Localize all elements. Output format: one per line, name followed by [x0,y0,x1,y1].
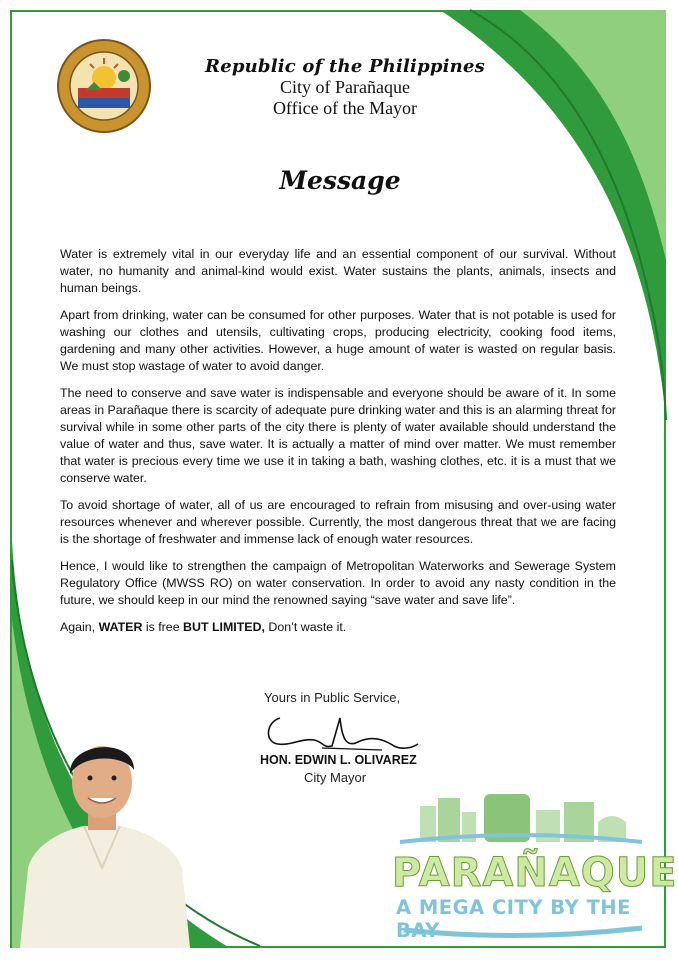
paragraph: The need to conserve and save water is indispensable and everyone should be aware of it. In some areas in Parañaque there is scarcity of adequate pure drinking water and this is an alarming threat for survival while in some other parts of the city there is plenty of water available should understand the value of water and thus, save water. It is actually a matter of mind over matter. We must remember that water is precious every time we use it in taking a bath, washing clothes, etc. it is a must that we conserve water. [60,386,616,485]
paragraph: Hence, I would like to strengthen the campaign of Metropolitan Waterworks and Sewerage System Regulatory Office (MWSS RO) on water conservation. In order to avoid any nasty condition in the future, we should keep in our mind the renowned saying “save water and save life”. [60,559,616,607]
logo-tagline: A MEGA CITY BY THE BAY [396,896,631,942]
letterhead [200,56,490,119]
closing-salutation: Yours in Public Service, [264,690,401,705]
paragraph: Apart from drinking, water can be consumed for other purposes. Water that is not potable is used for washing our clothes and utensils, cultivating crops, producing electricity, cooking food items, gardening and many other activities. However, a huge amount of water is wasted on regular basis. We must stop wastage of water to avoid danger. [60,308,616,373]
logo-wordmark: PARAÑAQUE [392,850,678,896]
mayor-portrait [14,718,190,948]
final-suffix: Don’t waste it. [264,620,347,634]
final-line [60,619,616,636]
final-bold-water: WATER [98,620,143,634]
signatory-title: City Mayor [304,770,367,785]
message-body [60,246,616,646]
city-logo [380,792,678,942]
city-heading: City of Parañaque [280,77,410,97]
paragraph: To avoid shortage of water, all of us are encouraged to refrain from misusing and over-using water resources whenever and wherever possible. Currently, the most dangerous threat that we are facing is the shortage of freshwater and immense lack of enough water resources. [60,498,616,546]
paragraph: Water is extremely vital in our everyday life and an essential component of our survival. Without water, no humanity and animal-kind would exist. Water sustains the plants, animals, insects and human beings. [60,247,616,295]
final-bold-limited: BUT LIMITED, [183,620,265,634]
message-title: Message [279,166,401,195]
republic-heading: Republic of the Philippines [205,56,485,77]
office-heading: Office of the Mayor [272,98,418,118]
final-middle: is free [142,620,184,634]
signatory-name: HON. EDWIN L. OLIVAREZ [260,753,417,767]
signature [262,708,422,756]
final-prefix: Again, [60,620,99,634]
city-seal [56,38,152,134]
